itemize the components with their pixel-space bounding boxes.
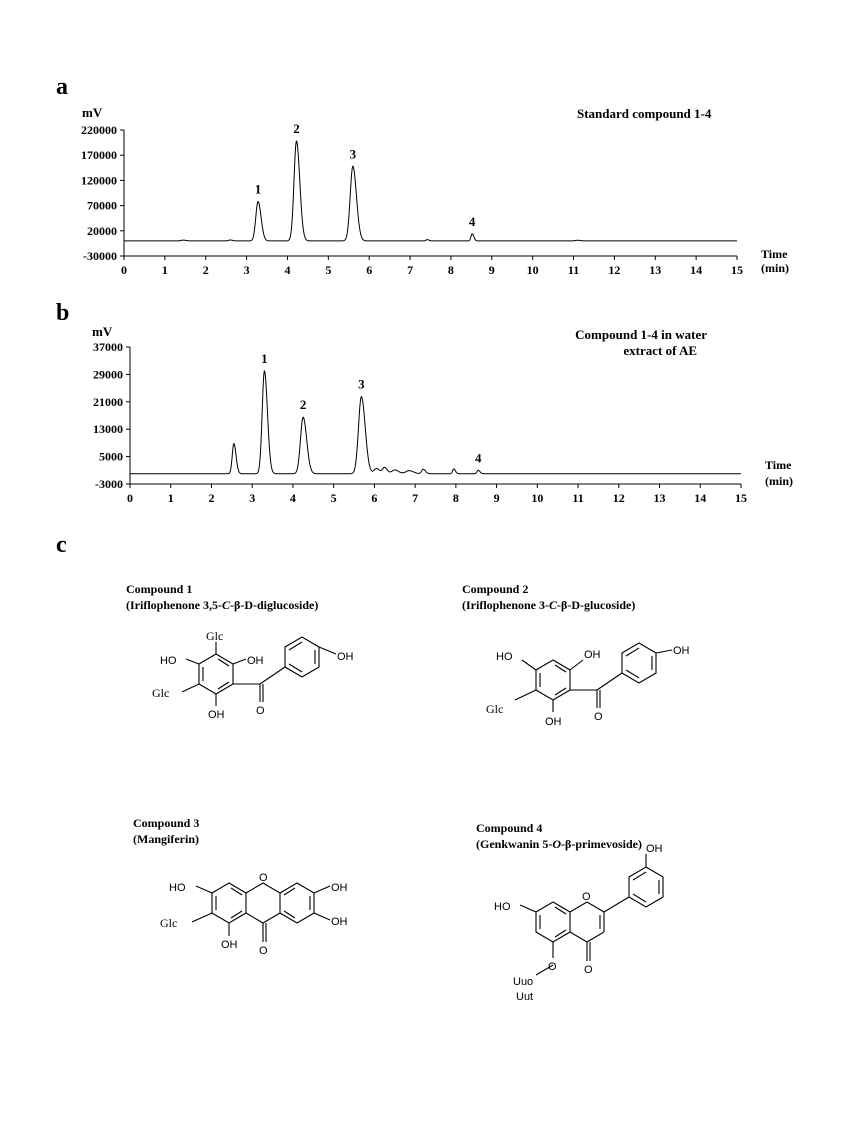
x-tick-label: 2 bbox=[202, 263, 209, 277]
c2-carbonyl-o: O bbox=[594, 711, 603, 723]
x-tick-label: 14 bbox=[690, 263, 703, 277]
panel-b-title-line2: extract of AE bbox=[623, 343, 697, 358]
peak-label: 3 bbox=[358, 376, 365, 392]
c1-oh-para: OH bbox=[337, 651, 354, 663]
c4-oh-para: OH bbox=[646, 843, 663, 855]
x-tick-label: 12 bbox=[612, 491, 625, 505]
x-tick-label: 10 bbox=[531, 491, 544, 505]
chart-a bbox=[81, 121, 743, 277]
panel-b-xlabel-unit: (min) bbox=[765, 474, 793, 488]
panel-a-ylabel: mV bbox=[82, 105, 103, 120]
y-tick-label: 220000 bbox=[81, 123, 117, 137]
x-tick-label: 12 bbox=[608, 263, 621, 277]
panel-a-xlabel-unit: (min) bbox=[761, 261, 789, 275]
y-tick-label: 170000 bbox=[81, 148, 117, 163]
x-tick-label: 9 bbox=[488, 263, 495, 277]
peak-label: 2 bbox=[293, 121, 300, 137]
compound-4-title: Compound 4 bbox=[476, 821, 543, 835]
x-tick-label: 13 bbox=[653, 491, 666, 505]
panel-a-xlabel-time: Time bbox=[761, 247, 788, 261]
y-tick-label: 21000 bbox=[93, 394, 123, 409]
compound-3 bbox=[133, 816, 348, 957]
panel-b-ylabel: mV bbox=[92, 324, 113, 339]
x-tick-label: 0 bbox=[127, 491, 133, 505]
y-tick-label: -30000 bbox=[83, 249, 117, 263]
compound-2 bbox=[462, 582, 690, 728]
compound-1 bbox=[126, 582, 354, 721]
c2-oh-right: OH bbox=[584, 649, 601, 661]
compound-2-structure bbox=[486, 643, 690, 728]
y-tick-label: 20000 bbox=[87, 223, 117, 238]
c4-uuo: Uuo bbox=[513, 976, 534, 988]
x-tick-label: 15 bbox=[735, 491, 747, 505]
x-tick-label: 0 bbox=[121, 263, 127, 277]
x-tick-label: 4 bbox=[289, 491, 296, 505]
c3-ho-left: HO bbox=[169, 882, 186, 894]
c3-glc: Glc bbox=[160, 916, 178, 930]
y-tick-label: 120000 bbox=[81, 173, 117, 188]
x-tick-label: 13 bbox=[649, 263, 662, 277]
x-tick-label: 10 bbox=[526, 263, 539, 277]
x-tick-label: 11 bbox=[567, 263, 580, 277]
compound-3-title: Compound 3 bbox=[133, 816, 200, 830]
compound-2-title: Compound 2 bbox=[462, 582, 529, 596]
x-tick-label: 1 bbox=[167, 491, 174, 505]
chromatogram-trace bbox=[130, 371, 741, 474]
chromatogram-trace bbox=[124, 141, 737, 241]
c3-oh-right-bottom: OH bbox=[331, 916, 348, 928]
c1-glc-top: Glc bbox=[206, 629, 224, 643]
y-tick-label: -3000 bbox=[95, 477, 123, 491]
panel-a-title: Standard compound 1-4 bbox=[577, 106, 712, 121]
compound-1-subtitle: (Iriflophenone 3,5-C-β-D-diglucoside) bbox=[126, 598, 319, 612]
panel-b bbox=[56, 300, 793, 505]
peak-label: 1 bbox=[261, 350, 268, 366]
peak-label: 2 bbox=[299, 397, 307, 413]
peak-label: 4 bbox=[468, 213, 476, 229]
x-tick-label: 3 bbox=[243, 263, 250, 277]
c4-ring-o: O bbox=[582, 891, 591, 903]
chart-b bbox=[93, 340, 747, 505]
compound-4-subtitle: (Genkwanin 5-O-β-primevoside) bbox=[476, 837, 643, 851]
panel-b-title-line1: Compound 1-4 in water bbox=[575, 327, 707, 342]
compound-3-subtitle: (Mangiferin) bbox=[133, 832, 199, 846]
y-tick-label: 29000 bbox=[93, 367, 123, 382]
c4-uut: Uut bbox=[516, 991, 534, 1003]
panel-c bbox=[56, 532, 690, 1003]
peak-label: 4 bbox=[475, 450, 482, 466]
x-tick-label: 11 bbox=[572, 491, 584, 505]
c3-carbonyl-o: O bbox=[259, 945, 268, 957]
x-tick-label: 7 bbox=[412, 491, 419, 505]
c3-oh-right-top: OH bbox=[331, 882, 348, 894]
x-tick-label: 8 bbox=[452, 491, 459, 505]
panel-b-xlabel-time: Time bbox=[765, 458, 792, 472]
c1-oh-right: OH bbox=[247, 655, 264, 667]
x-tick-label: 14 bbox=[694, 491, 707, 505]
c2-ho-left: HO bbox=[496, 651, 513, 663]
compound-2-subtitle: (Iriflophenone 3-C-β-D-glucoside) bbox=[462, 598, 636, 612]
c3-oh-bottom: OH bbox=[221, 939, 238, 951]
x-tick-label: 6 bbox=[366, 263, 373, 277]
y-tick-label: 70000 bbox=[87, 198, 117, 213]
c3-ring-o: O bbox=[259, 872, 268, 884]
c1-carbonyl-o: O bbox=[256, 705, 265, 717]
panel-c-letter: c bbox=[56, 532, 67, 558]
x-tick-label: 7 bbox=[407, 263, 414, 277]
c4-glycosidic-o: O bbox=[548, 961, 557, 973]
c1-ho-left: HO bbox=[160, 655, 177, 667]
x-tick-label: 5 bbox=[325, 263, 332, 277]
panel-b-letter: b bbox=[56, 300, 70, 326]
y-tick-label: 5000 bbox=[99, 449, 123, 464]
peak-label: 1 bbox=[254, 181, 262, 197]
c1-oh-bottom: OH bbox=[208, 709, 225, 721]
x-tick-label: 2 bbox=[208, 491, 215, 505]
x-tick-label: 4 bbox=[284, 263, 291, 277]
x-tick-label: 6 bbox=[371, 491, 378, 505]
x-tick-label: 3 bbox=[249, 491, 256, 505]
x-tick-label: 5 bbox=[330, 491, 337, 505]
compound-3-structure bbox=[160, 872, 348, 957]
compound-4 bbox=[476, 821, 663, 1003]
compound-1-title: Compound 1 bbox=[126, 582, 193, 596]
x-tick-label: 15 bbox=[731, 263, 743, 277]
x-tick-label: 8 bbox=[447, 263, 454, 277]
c2-oh-bottom: OH bbox=[545, 716, 562, 728]
c2-oh-para: OH bbox=[673, 645, 690, 657]
peak-label: 3 bbox=[349, 146, 357, 162]
c4-carbonyl-o: O bbox=[584, 964, 593, 976]
compound-1-structure bbox=[152, 629, 354, 721]
c2-glc: Glc bbox=[486, 702, 504, 716]
c4-ho: HO bbox=[494, 901, 511, 913]
panel-a-letter: a bbox=[56, 74, 68, 100]
y-tick-label: 13000 bbox=[93, 422, 123, 437]
panel-a bbox=[56, 74, 789, 277]
x-tick-label: 1 bbox=[161, 263, 168, 277]
compound-4-structure bbox=[494, 843, 663, 1003]
y-tick-label: 37000 bbox=[93, 340, 123, 354]
c1-glc-left: Glc bbox=[152, 686, 170, 700]
x-tick-label: 9 bbox=[493, 491, 500, 505]
